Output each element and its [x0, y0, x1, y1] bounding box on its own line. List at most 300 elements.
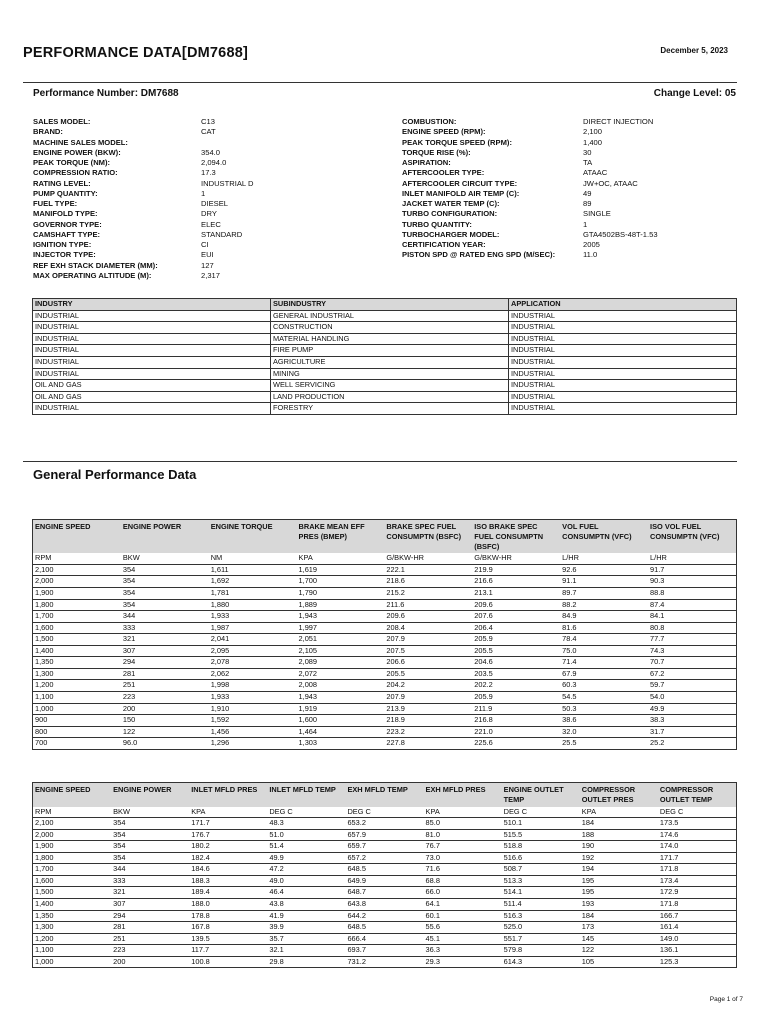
spec-value: 127: [201, 260, 214, 270]
table-cell: 105: [580, 956, 658, 968]
table-cell: 2,095: [209, 645, 297, 657]
table-cell: 2,089: [297, 657, 385, 669]
table-header-row: [33, 783, 737, 807]
unit-cell: RPM: [33, 553, 121, 564]
table-cell: 195: [580, 875, 658, 887]
table-cell: 354: [121, 599, 209, 611]
table-cell: 354: [121, 588, 209, 600]
table-cell: INDUSTRIAL: [509, 368, 737, 380]
spec-value: 1,400: [583, 137, 603, 147]
table-cell: OIL AND GAS: [33, 391, 271, 403]
spec-label: ENGINE POWER (BKW):: [33, 147, 121, 157]
table-cell: 1,300: [33, 922, 112, 934]
table-cell: 1,100: [33, 691, 121, 703]
table-cell: 149.0: [658, 933, 737, 945]
spec-row: [402, 127, 742, 137]
table-cell: GENERAL INDUSTRIAL: [271, 310, 509, 322]
performance-table-1: [32, 519, 737, 750]
table-cell: 614.3: [502, 956, 580, 968]
table-cell: 74.3: [648, 645, 736, 657]
table-cell: 136.1: [658, 945, 737, 957]
spec-value: DIRECT INJECTION: [583, 117, 654, 126]
table-cell: 203.5: [472, 668, 560, 680]
table-row: [33, 403, 737, 415]
table-cell: 150: [121, 715, 209, 727]
table-cell: 1,200: [33, 933, 112, 945]
table-cell: 66.0: [424, 887, 502, 899]
table-header-row: [33, 299, 737, 311]
table-cell: 218.9: [384, 715, 472, 727]
table-cell: INDUSTRIAL: [509, 380, 737, 392]
spec-value: C13: [201, 117, 215, 126]
table-cell: 579.8: [502, 945, 580, 957]
document-date: December 5, 2023: [660, 46, 728, 55]
table-cell: 117.7: [189, 945, 267, 957]
spec-row: [33, 148, 383, 158]
spec-value: 354.0: [201, 147, 221, 157]
spec-label: PUMP QUANTITY:: [33, 188, 98, 198]
spec-row: [402, 179, 742, 189]
table-cell: 1,700: [33, 611, 121, 623]
table-row: [33, 345, 737, 357]
table-cell: 1,303: [297, 738, 385, 750]
specs-right: [402, 117, 742, 261]
spec-row: [33, 209, 383, 219]
table-cell: 171.8: [658, 864, 737, 876]
spec-label: SALES MODEL:: [33, 117, 91, 126]
table-cell: INDUSTRIAL: [33, 345, 271, 357]
spec-label: MAX OPERATING ALTITUDE (M):: [33, 270, 152, 280]
table-row: [33, 841, 737, 853]
unit-cell: DEG C: [267, 807, 345, 818]
table-cell: INDUSTRIAL: [33, 322, 271, 334]
spec-value: 2,100: [583, 127, 603, 137]
table-cell: WELL SERVICING: [271, 380, 509, 392]
table-cell: 55.6: [424, 922, 502, 934]
table-cell: 176.7: [189, 829, 267, 841]
table-cell: 80.8: [648, 622, 736, 634]
spec-row: [33, 230, 383, 240]
table-cell: 516.6: [502, 852, 580, 864]
column-header: ENGINE SPEED: [33, 520, 121, 554]
table-cell: 227.8: [384, 738, 472, 750]
table-cell: 31.7: [648, 726, 736, 738]
table-cell: 223: [121, 691, 209, 703]
unit-cell: KPA: [189, 807, 267, 818]
table-cell: 49.9: [267, 852, 345, 864]
table-cell: INDUSTRIAL: [509, 322, 737, 334]
table-cell: 1,800: [33, 852, 112, 864]
spec-row: [402, 240, 742, 250]
spec-row: [33, 168, 383, 178]
table-row: [33, 564, 737, 576]
table-row: [33, 738, 737, 750]
table-cell: 1,296: [209, 738, 297, 750]
spec-row: [33, 220, 383, 230]
table-cell: 307: [121, 645, 209, 657]
table-cell: 207.5: [384, 645, 472, 657]
spec-value: 2,317: [201, 270, 221, 280]
column-header: COMPRESSOR OUTLET TEMP: [658, 783, 737, 807]
unit-cell: L/HR: [560, 553, 648, 564]
table-cell: 89.7: [560, 588, 648, 600]
table-cell: 145: [580, 933, 658, 945]
table-cell: 85.0: [424, 818, 502, 830]
table-row: [33, 956, 737, 968]
table-cell: 1,692: [209, 576, 297, 588]
table-cell: 204.6: [472, 657, 560, 669]
spec-label: AFTERCOOLER TYPE:: [402, 168, 485, 178]
table-row: [33, 599, 737, 611]
table-cell: 251: [111, 933, 189, 945]
table-cell: 223.2: [384, 726, 472, 738]
table-cell: 221.0: [472, 726, 560, 738]
table-cell: 68.8: [424, 875, 502, 887]
table-cell: 1,943: [297, 691, 385, 703]
spec-label: COMPRESSION RATIO:: [33, 168, 118, 178]
spec-value: CI: [201, 240, 209, 249]
spec-row: [402, 158, 742, 168]
table-cell: 87.4: [648, 599, 736, 611]
table-cell: 207.9: [384, 634, 472, 646]
table-cell: 2,008: [297, 680, 385, 692]
table-cell: 215.2: [384, 588, 472, 600]
table-cell: 29.3: [424, 956, 502, 968]
table-cell: 200: [111, 956, 189, 968]
table-row: [33, 818, 737, 830]
table-cell: 653.2: [345, 818, 423, 830]
spec-label: ASPIRATION:: [402, 158, 451, 167]
spec-value: 49: [583, 188, 592, 198]
document-title: PERFORMANCE DATA[DM7688]: [23, 45, 248, 61]
table-cell: 178.8: [189, 910, 267, 922]
table-cell: 508.7: [502, 864, 580, 876]
spec-row: [33, 189, 383, 199]
table-cell: 49.0: [267, 875, 345, 887]
column-header: ENGINE SPEED: [33, 783, 112, 807]
table-cell: 171.7: [658, 852, 737, 864]
spec-label: TURBOCHARGER MODEL:: [402, 229, 500, 239]
table-cell: 643.8: [345, 898, 423, 910]
table-cell: 41.9: [267, 910, 345, 922]
table-cell: 2,100: [33, 564, 121, 576]
table-cell: 1,998: [209, 680, 297, 692]
table-row: [33, 634, 737, 646]
table-cell: 92.6: [560, 564, 648, 576]
table-cell: INDUSTRIAL: [33, 403, 271, 415]
table-cell: 510.1: [502, 818, 580, 830]
table-cell: 32.1: [267, 945, 345, 957]
industry-table: [32, 298, 737, 415]
table-cell: 1,933: [209, 611, 297, 623]
table-cell: 209.6: [384, 611, 472, 623]
table-cell: 205.5: [472, 645, 560, 657]
table-cell: 29.8: [267, 956, 345, 968]
table-row: [33, 368, 737, 380]
spec-label: JACKET WATER TEMP (C):: [402, 199, 500, 208]
column-header: INDUSTRY: [33, 299, 271, 311]
table-cell: 1,611: [209, 564, 297, 576]
unit-cell: DEG C: [658, 807, 737, 818]
table-cell: 693.7: [345, 945, 423, 957]
performance-number: Performance Number: DM7688: [33, 88, 179, 99]
table-cell: 206.4: [472, 622, 560, 634]
spec-row: [33, 117, 383, 127]
table-cell: 51.0: [267, 829, 345, 841]
table-cell: 731.2: [345, 956, 423, 968]
table-cell: 2,062: [209, 668, 297, 680]
spec-value: INDUSTRIAL D: [201, 178, 254, 188]
spec-value: 11.0: [583, 250, 598, 260]
table-cell: AGRICULTURE: [271, 356, 509, 368]
table-cell: 67.2: [648, 668, 736, 680]
table-cell: 173.4: [658, 875, 737, 887]
table-row: [33, 933, 737, 945]
units-row: [33, 807, 737, 818]
unit-cell: NM: [209, 553, 297, 564]
performance-table-2: [32, 782, 737, 968]
table-cell: 81.0: [424, 829, 502, 841]
table-row: [33, 622, 737, 634]
column-header: SUBINDUSTRY: [271, 299, 509, 311]
table-row: [33, 887, 737, 899]
table-cell: 205.9: [472, 634, 560, 646]
spec-value: 2005: [583, 240, 600, 249]
table-row: [33, 645, 737, 657]
unit-cell: L/HR: [648, 553, 736, 564]
spec-label: FUEL TYPE:: [33, 199, 78, 208]
spec-value: STANDARD: [201, 229, 243, 239]
table-cell: 344: [111, 864, 189, 876]
table-cell: 515.5: [502, 829, 580, 841]
table-cell: 1,997: [297, 622, 385, 634]
table-cell: INDUSTRIAL: [33, 368, 271, 380]
unit-cell: BKW: [111, 807, 189, 818]
table-cell: 649.9: [345, 875, 423, 887]
table-cell: OIL AND GAS: [33, 380, 271, 392]
spec-value: JW+OC, ATAAC: [583, 178, 638, 188]
table-cell: 657.9: [345, 829, 423, 841]
table-row: [33, 391, 737, 403]
table-cell: INDUSTRIAL: [509, 345, 737, 357]
spec-value: SINGLE: [583, 209, 611, 219]
table-cell: 166.7: [658, 910, 737, 922]
table-cell: 1,919: [297, 703, 385, 715]
spec-label: TURBO CONFIGURATION:: [402, 209, 498, 219]
table-cell: 32.0: [560, 726, 648, 738]
table-cell: 48.3: [267, 818, 345, 830]
table-cell: 161.4: [658, 922, 737, 934]
table-cell: 1,790: [297, 588, 385, 600]
table-cell: 1,900: [33, 588, 121, 600]
table-cell: 354: [121, 564, 209, 576]
table-cell: 1,889: [297, 599, 385, 611]
table-cell: 333: [111, 875, 189, 887]
table-cell: 1,400: [33, 645, 121, 657]
table-cell: 207.9: [384, 691, 472, 703]
table-cell: 800: [33, 726, 121, 738]
table-cell: MATERIAL HANDLING: [271, 333, 509, 345]
table-cell: 171.7: [189, 818, 267, 830]
table-row: [33, 611, 737, 623]
table-cell: 51.4: [267, 841, 345, 853]
table-cell: 184: [580, 910, 658, 922]
table-cell: 1,464: [297, 726, 385, 738]
table-cell: 1,781: [209, 588, 297, 600]
table-cell: 206.6: [384, 657, 472, 669]
table-row: [33, 576, 737, 588]
column-header: ISO VOL FUEL CONSUMPTN (VFC): [648, 520, 736, 554]
table-cell: 189.4: [189, 887, 267, 899]
table-cell: 213.1: [472, 588, 560, 600]
spec-label: MACHINE SALES MODEL:: [33, 137, 128, 147]
table-cell: 222.1: [384, 564, 472, 576]
table-cell: 35.7: [267, 933, 345, 945]
table-row: [33, 703, 737, 715]
column-header: EXH MFLD PRES: [424, 783, 502, 807]
table-cell: 225.6: [472, 738, 560, 750]
table-cell: 205.5: [384, 668, 472, 680]
spec-value: ELEC: [201, 219, 221, 229]
spec-row: [33, 138, 383, 148]
table-cell: INDUSTRIAL: [33, 310, 271, 322]
table-cell: 511.4: [502, 898, 580, 910]
table-cell: 54.0: [648, 691, 736, 703]
table-cell: 139.5: [189, 933, 267, 945]
table-cell: 294: [111, 910, 189, 922]
spec-value: 30: [583, 147, 592, 157]
table-cell: FIRE PUMP: [271, 345, 509, 357]
table-cell: 188.0: [189, 898, 267, 910]
units-row: [33, 553, 737, 564]
table-cell: 1,350: [33, 657, 121, 669]
table-cell: INDUSTRIAL: [509, 391, 737, 403]
spec-value: GTA4502BS-48T-1.53: [583, 229, 658, 239]
table-cell: 173.5: [658, 818, 737, 830]
table-cell: 2,051: [297, 634, 385, 646]
table-cell: 1,592: [209, 715, 297, 727]
unit-cell: KPA: [424, 807, 502, 818]
column-header: BRAKE MEAN EFF PRES (BMEP): [297, 520, 385, 554]
column-header: COMPRESSOR OUTLET PRES: [580, 783, 658, 807]
table-cell: 188: [580, 829, 658, 841]
table-cell: MINING: [271, 368, 509, 380]
table-cell: 900: [33, 715, 121, 727]
spec-row: [33, 199, 383, 209]
column-header: ISO BRAKE SPEC FUEL CONSUMPTN (BSFC): [472, 520, 560, 554]
unit-cell: KPA: [297, 553, 385, 564]
table-row: [33, 691, 737, 703]
spec-value: EUI: [201, 250, 214, 260]
table-cell: 1,880: [209, 599, 297, 611]
table-cell: 190: [580, 841, 658, 853]
column-header: ENGINE POWER: [111, 783, 189, 807]
table-cell: 174.0: [658, 841, 737, 853]
table-cell: 100.8: [189, 956, 267, 968]
table-cell: 2,100: [33, 818, 112, 830]
spec-row: [402, 148, 742, 158]
table-cell: 43.8: [267, 898, 345, 910]
table-cell: 1,987: [209, 622, 297, 634]
specs-left: [33, 117, 383, 281]
table-cell: 1,600: [33, 875, 112, 887]
table-cell: 50.3: [560, 703, 648, 715]
table-cell: 81.6: [560, 622, 648, 634]
column-header: ENGINE TORQUE: [209, 520, 297, 554]
table-cell: 2,078: [209, 657, 297, 669]
table-cell: 648.5: [345, 864, 423, 876]
table-cell: 2,105: [297, 645, 385, 657]
table-cell: 193: [580, 898, 658, 910]
spec-label: PISTON SPD @ RATED ENG SPD (M/SEC):: [402, 250, 556, 260]
table-cell: INDUSTRIAL: [509, 403, 737, 415]
table-cell: LAND PRODUCTION: [271, 391, 509, 403]
table-cell: 38.3: [648, 715, 736, 727]
spec-label: INJECTOR TYPE:: [33, 250, 96, 260]
table-cell: 1,456: [209, 726, 297, 738]
divider: [23, 82, 737, 83]
table-row: [33, 898, 737, 910]
spec-row: [402, 230, 742, 240]
table-cell: 1,619: [297, 564, 385, 576]
table-cell: 84.9: [560, 611, 648, 623]
table-cell: 354: [111, 818, 189, 830]
table-cell: 1,200: [33, 680, 121, 692]
table-cell: 223: [111, 945, 189, 957]
table-cell: 307: [111, 898, 189, 910]
unit-cell: DEG C: [502, 807, 580, 818]
table-cell: 76.7: [424, 841, 502, 853]
table-cell: 251: [121, 680, 209, 692]
change-level: Change Level: 05: [653, 88, 736, 99]
table-cell: INDUSTRIAL: [33, 333, 271, 345]
table-cell: 1,400: [33, 898, 112, 910]
table-cell: 281: [111, 922, 189, 934]
spec-label: RATING LEVEL:: [33, 178, 91, 188]
table-cell: 209.6: [472, 599, 560, 611]
section-title: General Performance Data: [33, 467, 197, 482]
spec-row: [33, 261, 383, 271]
table-cell: 1,910: [209, 703, 297, 715]
table-row: [33, 333, 737, 345]
table-row: [33, 380, 737, 392]
spec-row: [402, 209, 742, 219]
unit-cell: G/BKW-HR: [384, 553, 472, 564]
spec-row: [402, 250, 742, 260]
table-cell: 281: [121, 668, 209, 680]
table-cell: 700: [33, 738, 121, 750]
table-cell: 59.7: [648, 680, 736, 692]
table-header-row: [33, 520, 737, 554]
table-cell: 648.5: [345, 922, 423, 934]
spec-label: ENGINE SPEED (RPM):: [402, 127, 486, 137]
column-header: APPLICATION: [509, 299, 737, 311]
table-cell: 648.7: [345, 887, 423, 899]
spec-label: IGNITION TYPE:: [33, 240, 92, 249]
table-cell: 525.0: [502, 922, 580, 934]
table-cell: 2,041: [209, 634, 297, 646]
spec-value: TA: [583, 158, 593, 167]
table-cell: 96.0: [121, 738, 209, 750]
table-cell: 45.1: [424, 933, 502, 945]
table-cell: 75.0: [560, 645, 648, 657]
spec-value: DRY: [201, 209, 217, 219]
table-cell: 78.4: [560, 634, 648, 646]
spec-row: [402, 168, 742, 178]
table-cell: 354: [111, 852, 189, 864]
table-cell: 46.4: [267, 887, 345, 899]
table-cell: 202.2: [472, 680, 560, 692]
